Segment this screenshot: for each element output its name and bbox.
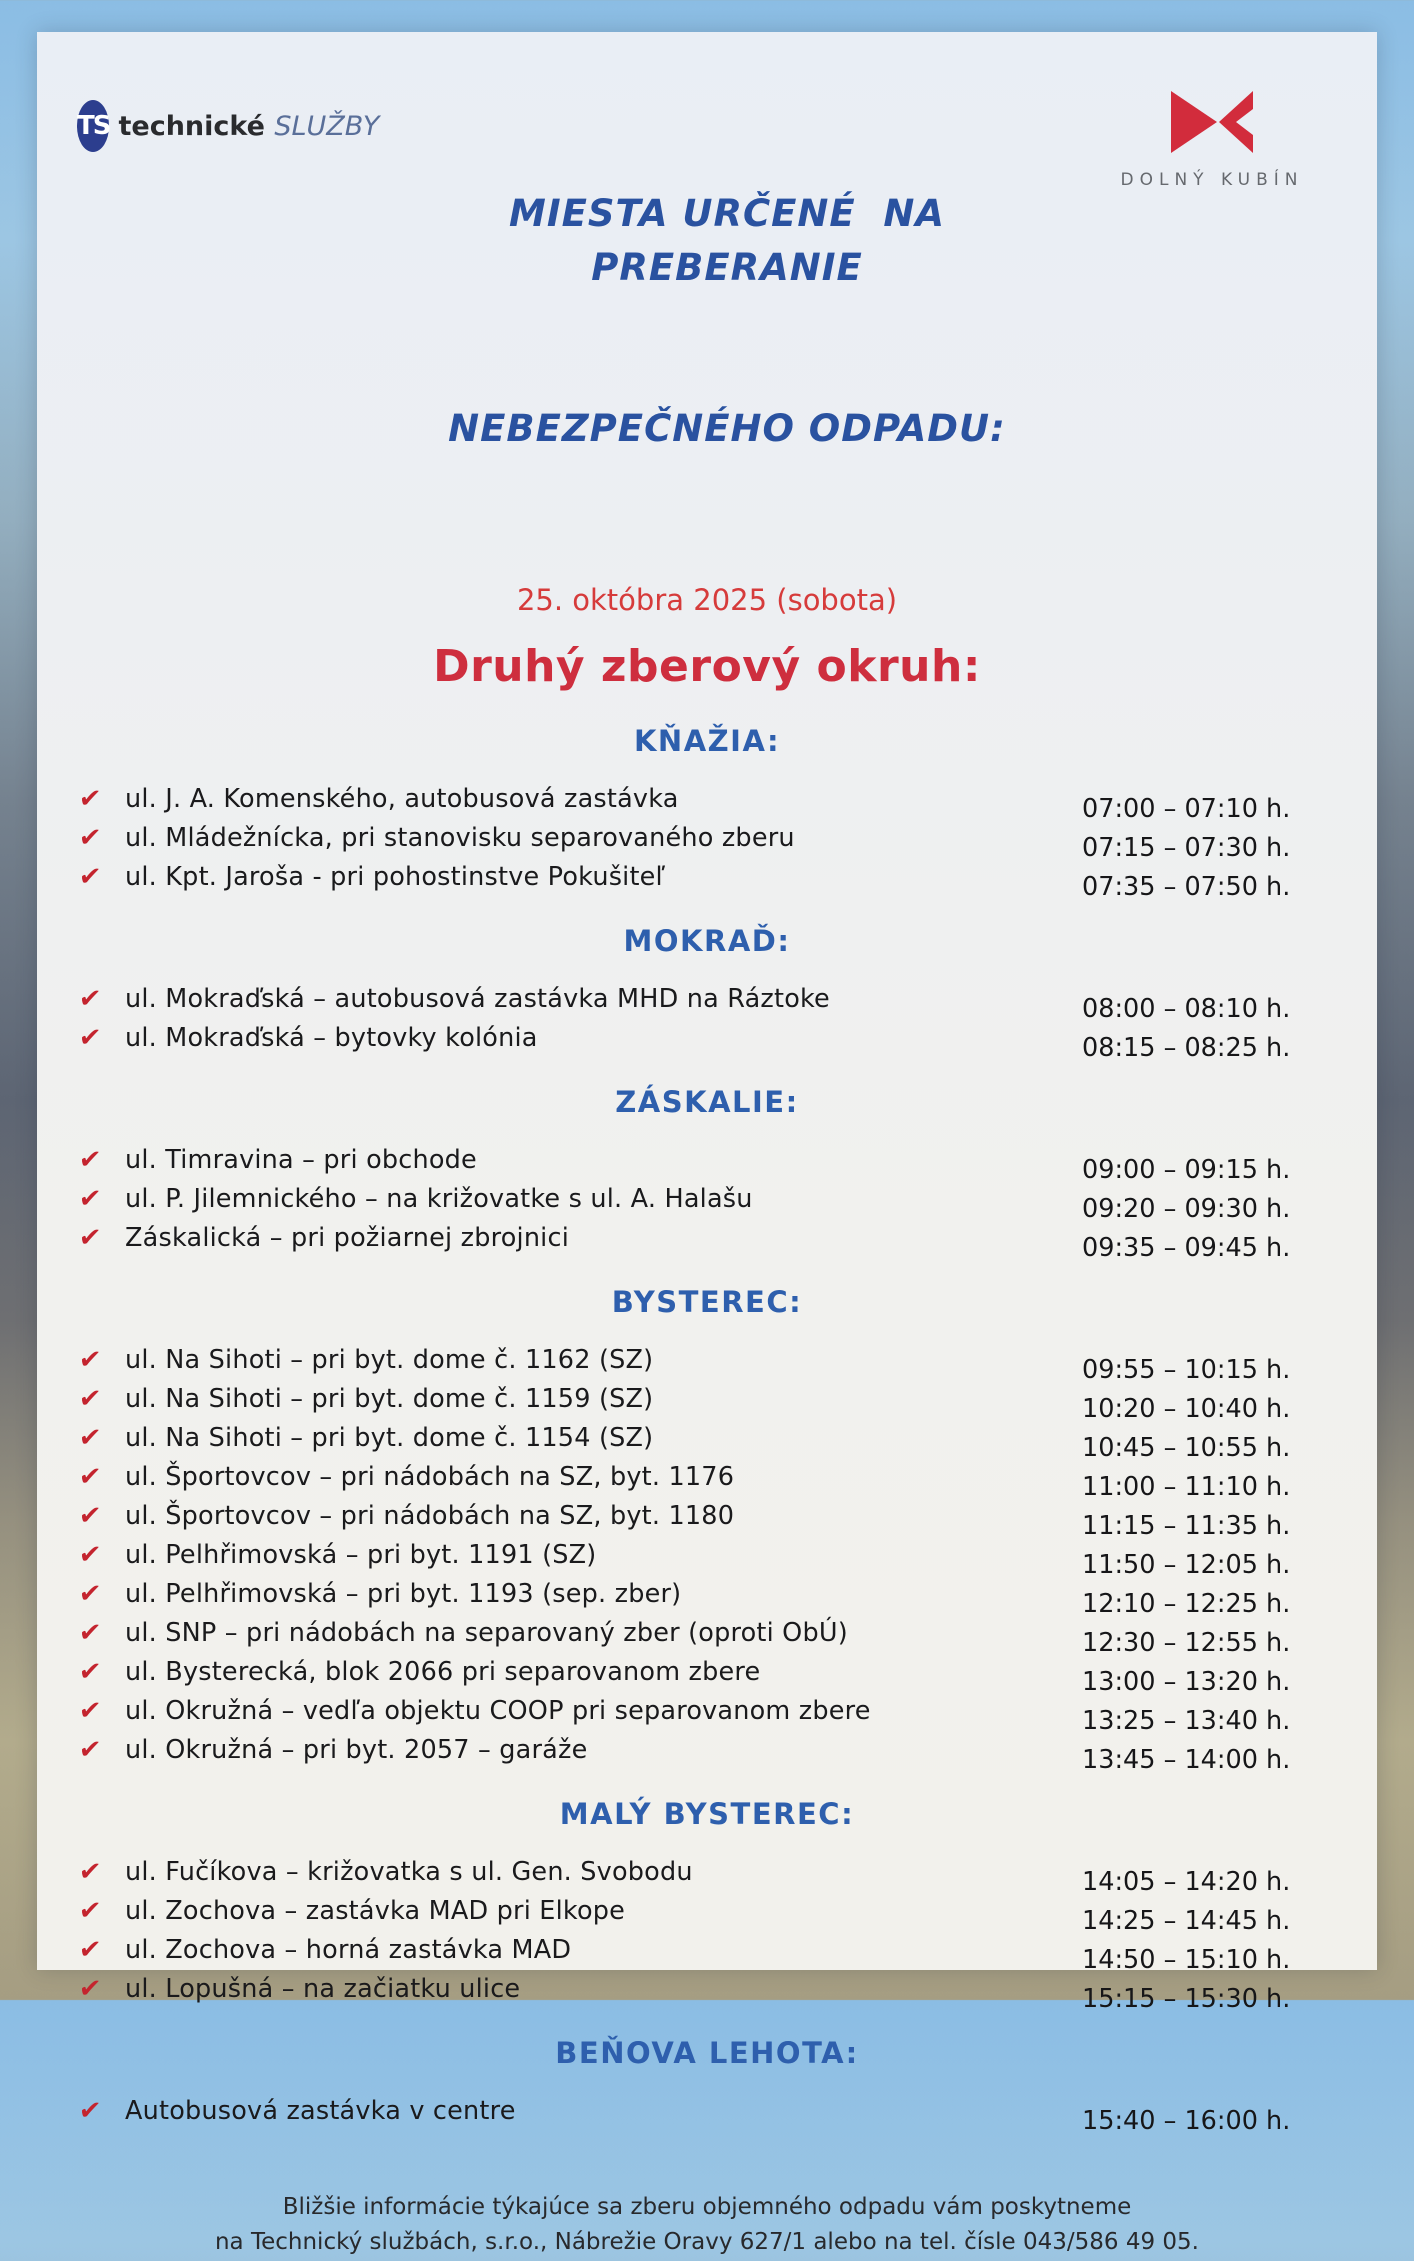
collection-point-label: ul. Kpt. Jaroša - pri pohostinstve Pokušiteľ: [125, 861, 666, 892]
section-heading: ZÁSKALIE:: [615, 1084, 799, 1119]
collection-point-label: ul. Fučíkova – križovatka s ul. Gen. Svobodu: [125, 1856, 693, 1887]
collection-time: 08:00 – 08:10 h.: [1082, 993, 1291, 1024]
ts-monogram-icon: TS: [77, 100, 109, 152]
collection-time: 07:00 – 07:10 h.: [1082, 793, 1291, 824]
collection-time: 12:30 – 12:55 h.: [1082, 1627, 1291, 1658]
checkmark-icon: ✔: [77, 1934, 103, 1965]
collection-time: 11:50 – 12:05 h.: [1082, 1549, 1291, 1580]
poster-card: [37, 32, 1377, 2256]
checkmark-icon: ✔: [77, 1539, 103, 1570]
collection-point-label: ul. SNP – pri nádobách na separovaný zber (oproti ObÚ): [125, 1617, 848, 1648]
collection-time: 14:05 – 14:20 h.: [1082, 1866, 1291, 1897]
collection-point-row: [77, 1539, 1337, 1580]
checkmark-icon: ✔: [77, 1461, 103, 1492]
checkmark-icon: ✔: [77, 1022, 103, 1053]
collection-point-row: [77, 1183, 1337, 1224]
ts-logo-name-italic: SLUŽBY: [274, 110, 380, 142]
collection-point-label: Záskalická – pri požiarnej zbrojnici: [125, 1222, 569, 1253]
collection-time: 14:25 – 14:45 h.: [1082, 1905, 1291, 1936]
collection-time: 15:15 – 15:30 h.: [1082, 1983, 1291, 2014]
checkmark-icon: ✔: [77, 1895, 103, 1926]
collection-time: 13:25 – 13:40 h.: [1082, 1705, 1291, 1736]
collection-point-row: [77, 783, 1337, 824]
dolny-kubin-logo-text: DOLNÝ KUBÍN: [1120, 170, 1304, 190]
checkmark-icon: ✔: [77, 1383, 103, 1414]
checkmark-icon: ✔: [77, 783, 103, 814]
collection-point-label: ul. Športovcov – pri nádobách na SZ, byt. 1180: [125, 1500, 735, 1531]
collection-point-label: ul. Okružná – pri byt. 2057 – garáže: [125, 1734, 588, 1765]
collection-point-row: [77, 1895, 1337, 1936]
collection-time: 15:40 – 16:00 h.: [1082, 2105, 1291, 2136]
ts-logo-wordmark: [118, 111, 379, 142]
dolny-kubin-mark-icon: [1171, 90, 1253, 154]
collection-point-row: [77, 1617, 1337, 1658]
sections: [77, 723, 1337, 2136]
collection-point-row: [77, 1973, 1337, 2014]
collection-point-label: ul. Bysterecká, blok 2066 pri separovanom zbere: [125, 1656, 761, 1687]
collection-time: 07:15 – 07:30 h.: [1082, 832, 1291, 863]
collection-point-row: [77, 1656, 1337, 1697]
collection-time: 09:35 – 09:45 h.: [1082, 1232, 1291, 1263]
section-heading: KŇAŽIA:: [633, 723, 781, 758]
checkmark-icon: ✔: [77, 1144, 103, 1175]
collection-point-label: ul. Pelhřimovská – pri byt. 1191 (SZ): [125, 1539, 597, 1570]
collection-time: 14:50 – 15:10 h.: [1082, 1944, 1291, 1975]
checkmark-icon: ✔: [77, 1973, 103, 2004]
collection-point-label: ul. J. A. Komenského, autobusová zastávka: [125, 783, 679, 814]
dolny-kubin-logo: [1087, 90, 1337, 190]
checkmark-icon: ✔: [77, 1734, 103, 1765]
collection-point-row: [77, 1934, 1337, 1975]
ts-logo-name: technické: [118, 110, 265, 142]
collection-time: 13:00 – 13:20 h.: [1082, 1666, 1291, 1697]
collection-point-row: [77, 1856, 1337, 1897]
checkmark-icon: ✔: [77, 1856, 103, 1887]
collection-point-row: [77, 983, 1337, 1024]
section-heading: BEŇOVA LEHOTA:: [555, 2035, 859, 2070]
collection-point-row: [77, 861, 1337, 902]
collection-point-row: [77, 1578, 1337, 1619]
checkmark-icon: ✔: [77, 1183, 103, 1214]
collection-time: 13:45 – 14:00 h.: [1082, 1744, 1291, 1775]
collection-point-label: Autobusová zastávka v centre: [125, 2095, 516, 2126]
checkmark-icon: ✔: [77, 861, 103, 892]
collection-point-row: [77, 822, 1337, 863]
checkmark-icon: ✔: [77, 822, 103, 853]
checkmark-icon: ✔: [77, 1656, 103, 1687]
collection-point-label: ul. Pelhřimovská – pri byt. 1193 (sep. zber): [125, 1578, 682, 1609]
checkmark-icon: ✔: [77, 1422, 103, 1453]
technicke-sluzby-logo: [77, 100, 380, 152]
collection-point-row: [77, 1734, 1337, 1775]
collection-point-row: [77, 1500, 1337, 1541]
section-heading: BYSTEREC:: [611, 1284, 803, 1319]
collection-point-row: [77, 1344, 1337, 1385]
collection-point-label: ul. Na Sihoti – pri byt. dome č. 1159 (SZ): [125, 1383, 654, 1414]
collection-time: 11:00 – 11:10 h.: [1082, 1471, 1291, 1502]
collection-point-row: [77, 1422, 1337, 1463]
collection-point-label: ul. Lopušná – na začiatku ulice: [125, 1973, 521, 2004]
checkmark-icon: ✔: [77, 1695, 103, 1726]
checkmark-icon: ✔: [77, 1578, 103, 1609]
collection-point-label: ul. Mládežnícka, pri stanovisku separovaného zberu: [125, 822, 795, 853]
collection-time: 08:15 – 08:25 h.: [1082, 1032, 1291, 1063]
collection-point-label: ul. Zochova – zastávka MAD pri Elkope: [125, 1895, 626, 1926]
collection-point-row: [77, 1144, 1337, 1185]
checkmark-icon: ✔: [77, 1500, 103, 1531]
collection-point-label: ul. Mokraďská – autobusová zastávka MHD na Ráztoke: [125, 983, 830, 1014]
collection-point-row: [77, 1461, 1337, 1502]
checkmark-icon: ✔: [77, 983, 103, 1014]
section-heading: MOKRAĎ:: [623, 923, 791, 958]
footer-line2: na Technický službách, s.r.o., Nábrežie Oravy 627/1 alebo na tel. čísle 043/586 49 05.: [214, 2229, 1199, 2256]
collection-time: 10:45 – 10:55 h.: [1082, 1432, 1291, 1463]
collection-round-title: Druhý zberový okruh:: [433, 640, 981, 692]
collection-point-row: [77, 1022, 1337, 1063]
collection-time: 12:10 – 12:25 h.: [1082, 1588, 1291, 1619]
collection-point-label: ul. Športovcov – pri nádobách na SZ, byt. 1176: [125, 1461, 735, 1492]
checkmark-icon: ✔: [77, 1617, 103, 1648]
checkmark-icon: ✔: [77, 1344, 103, 1375]
collection-time: 11:15 – 11:35 h.: [1082, 1510, 1291, 1541]
checkmark-icon: ✔: [77, 2095, 103, 2126]
checkmark-icon: ✔: [77, 1222, 103, 1253]
collection-point-row: [77, 1695, 1337, 1736]
collection-time: 07:35 – 07:50 h.: [1082, 871, 1291, 902]
section-heading: MALÝ BYSTEREC:: [559, 1796, 855, 1831]
collection-date: 25. októbra 2025 (sobota): [516, 582, 898, 617]
poster-title-line1: MIESTA URČENÉ NA PREBERANIE: [509, 192, 959, 289]
poster-title-line2: NEBEZPEČNÉHO ODPADU:: [448, 406, 1006, 450]
collection-point-row: [77, 1383, 1337, 1424]
collection-point-label: ul. Timravina – pri obchode: [125, 1144, 477, 1175]
collection-point-label: ul. Na Sihoti – pri byt. dome č. 1162 (SZ): [125, 1344, 654, 1375]
poster-title: [367, 80, 1087, 563]
collection-time: 09:55 – 10:15 h.: [1082, 1354, 1291, 1385]
poster-footer: [77, 2190, 1337, 2261]
collection-point-label: ul. Zochova – horná zastávka MAD: [125, 1934, 572, 1965]
collection-point-label: ul. P. Jilemnického – na križovatke s ul. A. Halašu: [125, 1183, 753, 1214]
collection-point-label: ul. Mokraďská – bytovky kolónia: [125, 1022, 538, 1053]
collection-point-row: [77, 1222, 1337, 1263]
collection-point-row: [77, 2095, 1337, 2136]
collection-time: 09:20 – 09:30 h.: [1082, 1193, 1291, 1224]
collection-point-label: ul. Okružná – vedľa objektu COOP pri separovanom zbere: [125, 1695, 871, 1726]
poster-header: [77, 62, 1337, 563]
collection-time: 10:20 – 10:40 h.: [1082, 1393, 1291, 1424]
collection-time: 09:00 – 09:15 h.: [1082, 1154, 1291, 1185]
footer-line1: Bližšie informácie týkajúce sa zberu objemného odpadu vám poskytneme: [282, 2193, 1132, 2220]
collection-point-label: ul. Na Sihoti – pri byt. dome č. 1154 (SZ): [125, 1422, 654, 1453]
